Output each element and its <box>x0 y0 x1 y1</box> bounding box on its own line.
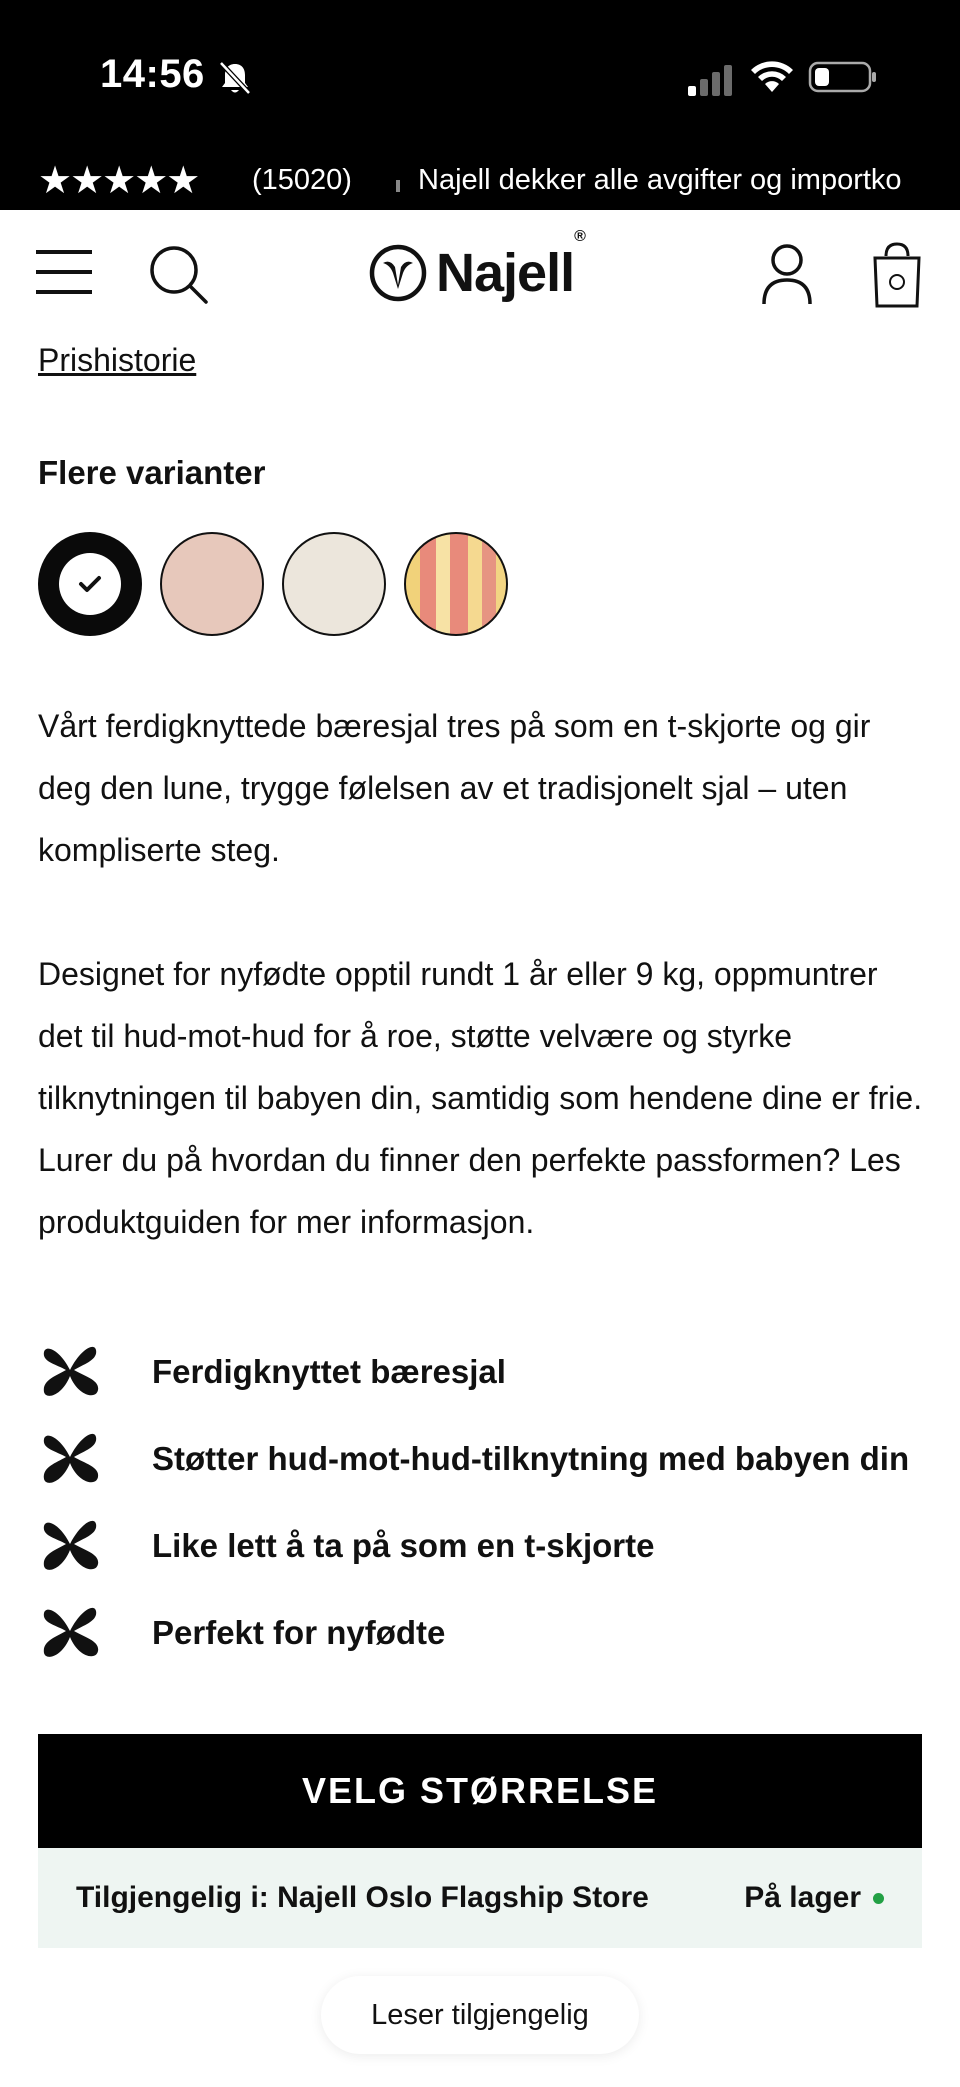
in-stock-dot-icon <box>873 1893 884 1904</box>
hamburger-icon[interactable] <box>36 250 94 294</box>
rating-stars: ★★★★★ <box>38 160 199 202</box>
announcement-message: Najell dekker alle avgifter og importko <box>418 164 902 196</box>
variant-swatch-pink[interactable] <box>160 532 264 636</box>
search-icon[interactable] <box>148 244 210 306</box>
bow-icon <box>38 1514 102 1578</box>
bow-icon <box>38 1601 102 1665</box>
wifi-icon <box>750 58 794 94</box>
variant-swatch-cream[interactable] <box>282 532 386 636</box>
battery-icon <box>808 60 878 94</box>
separator <box>396 180 400 192</box>
feature-item <box>38 1328 938 1415</box>
variant-swatch-striped[interactable] <box>404 532 508 636</box>
store-availability[interactable] <box>38 1848 922 1948</box>
status-time: 14:56 <box>100 52 205 96</box>
stock-status: På lager <box>744 1881 884 1915</box>
announcement-bar[interactable] <box>0 150 960 210</box>
feature-text: Ferdigknyttet bæresjal <box>152 1352 506 1390</box>
logo-text: Najell® <box>436 228 585 303</box>
selected-indicator <box>59 553 121 615</box>
bow-icon <box>38 1427 102 1491</box>
product-description-1: Vårt ferdigknyttede bæresjal tres på som en t-skjorte og gir deg den lune, trygge følelsen av et tradisjonelt sjal – uten kompliserte steg. <box>38 708 871 868</box>
najell-logo[interactable] <box>368 228 585 308</box>
variant-swatch-black[interactable] <box>38 532 142 636</box>
price-history-link[interactable]: Prishistorie <box>38 342 197 378</box>
site-header <box>0 210 960 335</box>
reader-available-button[interactable]: Leser tilgjengelig <box>321 1976 639 2054</box>
bell-slash-icon <box>218 60 252 96</box>
user-icon[interactable] <box>760 242 814 306</box>
feature-text: Støtter hud-mot-hud-tilknytning med babyen din <box>152 1439 910 1477</box>
cellular-signal-icon <box>686 64 734 96</box>
feature-item <box>38 1589 938 1676</box>
feature-list <box>38 1328 938 1676</box>
feature-item <box>38 1502 938 1589</box>
bow-icon <box>38 1340 102 1404</box>
select-size-button[interactable]: VELG STØRRELSE <box>38 1734 922 1848</box>
product-description-2: Designet for nyfødte opptil rundt 1 år eller 9 kg, oppmuntrer det til hud-mot-hud for å roe, støtte velvære og styrke tilknytningen til babyen din, samtidig som hendene dine er frie. Lurer du på hvordan du finner den perfekte passformen? Les produktguiden for mer informasjon. <box>38 956 923 1240</box>
logo-mark-icon <box>368 243 428 303</box>
status-bar <box>0 0 960 150</box>
feature-item <box>38 1415 938 1502</box>
checkmark-icon <box>78 574 102 594</box>
feature-text: Like lett å ta på som en t-skjorte <box>152 1526 655 1564</box>
variants-title: Flere varianter <box>38 454 266 491</box>
review-count: (15020) <box>252 164 352 196</box>
store-name: Tilgjengelig i: Najell Oslo Flagship Store <box>76 1881 649 1914</box>
feature-text: Perfekt for nyfødte <box>152 1613 446 1651</box>
shopping-bag-icon[interactable] <box>870 240 924 310</box>
